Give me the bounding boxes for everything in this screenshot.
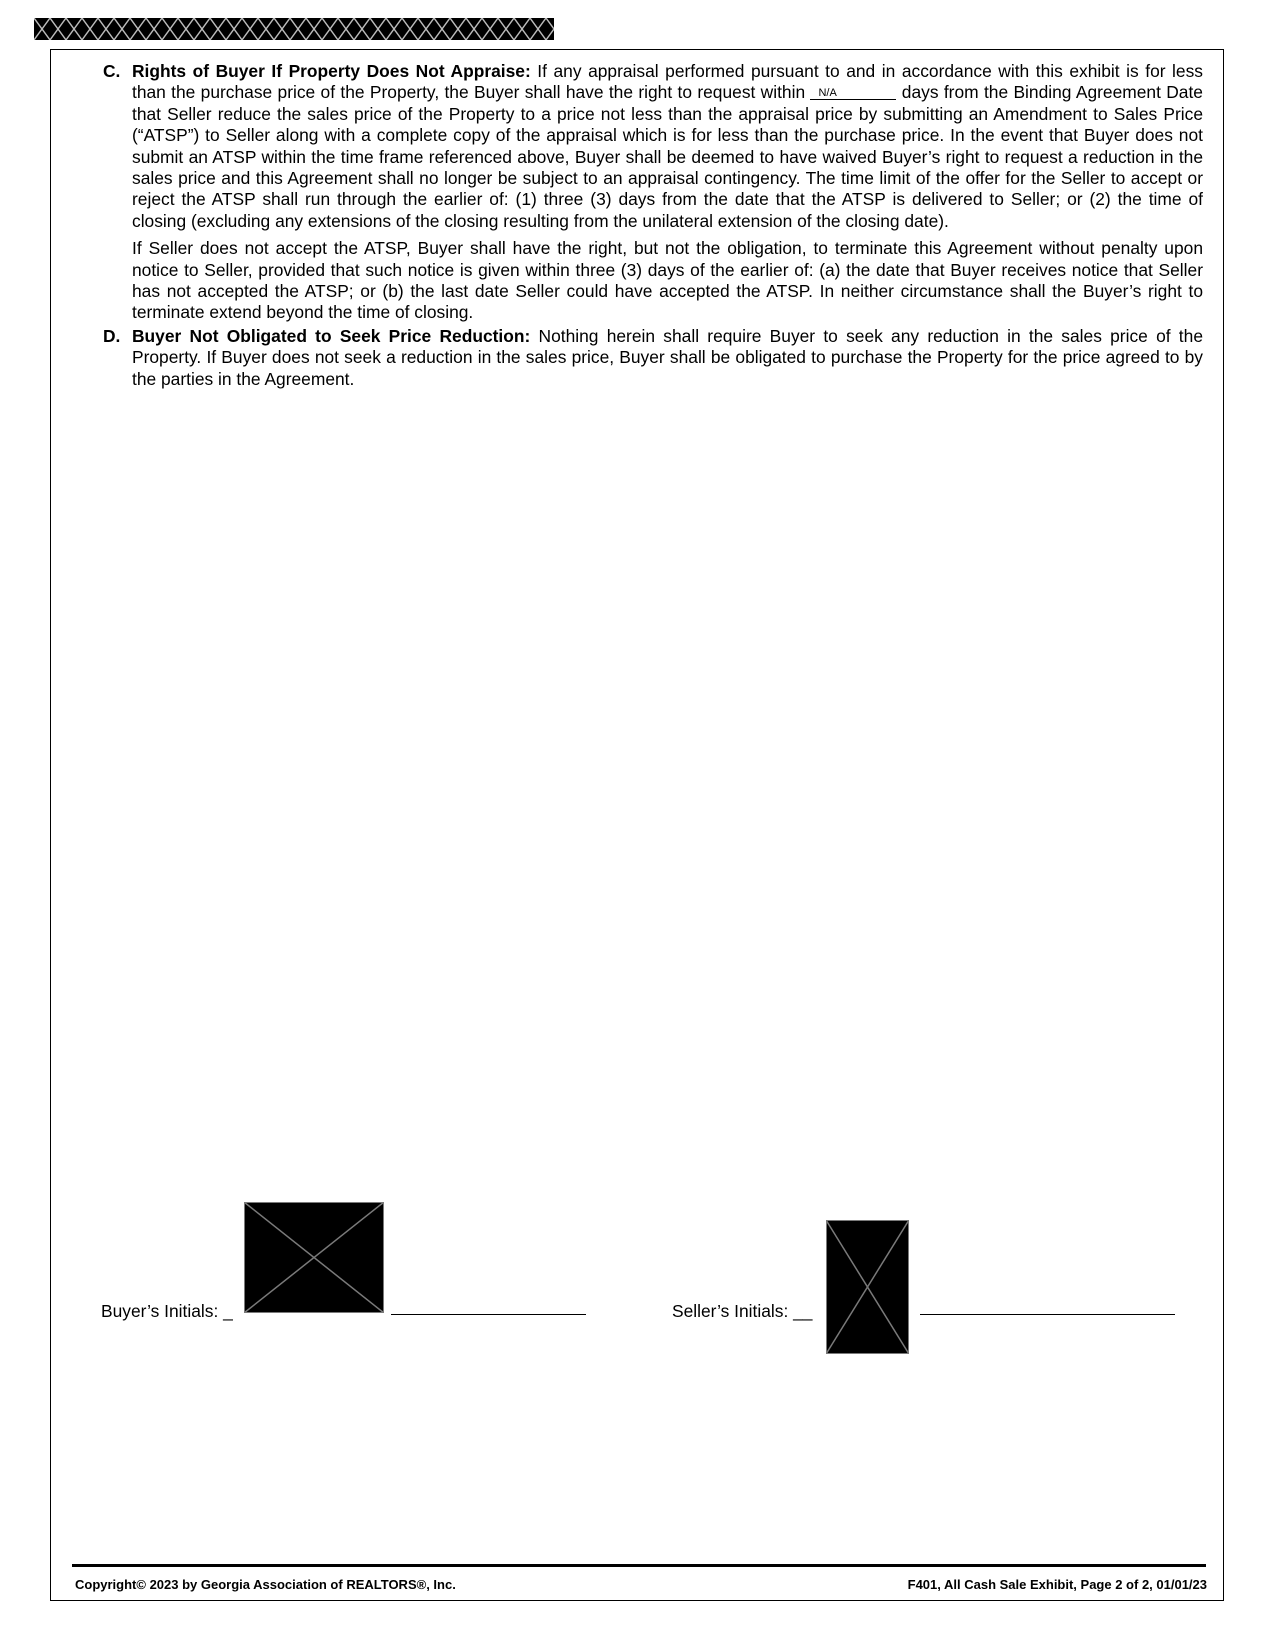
section-d — [103, 326, 1203, 390]
section-c-paragraph-2: If Seller does not accept the ATSP, Buyer shall have the right, but not the obligation, to terminate this Agreement without penalty upon notice to Seller, provided that such notice is given within three (3) days of the earlier of: (a) the date that Buyer receives notice that Seller has not accepted the ATSP; or (b) the last date Seller could have accepted the ATSP. In neither circumstance shall the Buyer’s right to terminate extend beyond the time of closing. — [132, 238, 1203, 323]
section-d-paragraph — [132, 326, 1203, 390]
buyer-initials-label: Buyer’s Initials: _ — [101, 1301, 233, 1321]
section-c-paragraph-1 — [132, 61, 1203, 232]
exhibit-content — [103, 61, 1203, 390]
section-c — [103, 61, 1203, 324]
redaction-x-icon — [826, 1220, 909, 1354]
section-d-text: Nothing herein shall require Buyer to seek any reduction in the sales price of the Property. If Buyer does not seek a reduction in the sales price, Buyer shall be obligated to purchase the Property for the price agreed to by the parties in the Agreement. — [132, 325, 1203, 389]
buyer-initials-redaction — [244, 1202, 384, 1313]
section-c-letter: C. — [103, 61, 121, 81]
buyer-initials-line[interactable] — [391, 1314, 586, 1315]
days-field[interactable]: N/A — [810, 87, 896, 100]
seller-initials-line[interactable] — [920, 1314, 1175, 1315]
section-d-letter: D. — [103, 325, 121, 346]
section-c-text-b: days from the Binding Agreement Date that Seller reduce the sales price of the Property to a price not less than the appraisal price by submitting an Amendment to Sales Price (“ATSP”) to Seller along with a complete copy of the appraisal which is for less than the purchase price. In the event that Buyer does not submit an ATSP within the time frame referenced above, Buyer shall be deemed to have waived Buyer’s right to request a reduction in the sales price and this Agreement shall no longer be subject to an appraisal contingency. The time limit of the offer for the Seller to accept or reject the ATSP shall run through the earlier of: (1) three (3) days from the date that the ATSP is delivered to Seller; or (2) the time of closing (excluding any extensions of the closing resulting from the unilateral extension of the closing date). — [132, 82, 1203, 231]
footer-divider — [72, 1564, 1206, 1567]
footer-copyright: Copyright© 2023 by Georgia Association of REALTORS®, Inc. — [75, 1577, 456, 1592]
section-c-text-a: If any appraisal performed pursuant to and in accordance with this exhibit is for less than the purchase price of the Property, the Buyer shall have the right to request within — [132, 61, 1203, 103]
redacted-header-strip — [34, 18, 554, 40]
footer-form-info: F401, All Cash Sale Exhibit, Page 2 of 2, 01/01/23 — [907, 1577, 1207, 1592]
seller-initials-redaction — [826, 1220, 909, 1354]
redaction-x-icon — [244, 1202, 384, 1313]
section-d-title: Buyer Not Obligated to Seek Price Reduction: — [132, 325, 531, 346]
section-c-title: Rights of Buyer If Property Does Not Appraise: — [132, 61, 531, 81]
crosshatch-pattern-icon — [34, 18, 554, 40]
seller-initials-label: Seller’s Initials: __ — [672, 1301, 813, 1321]
